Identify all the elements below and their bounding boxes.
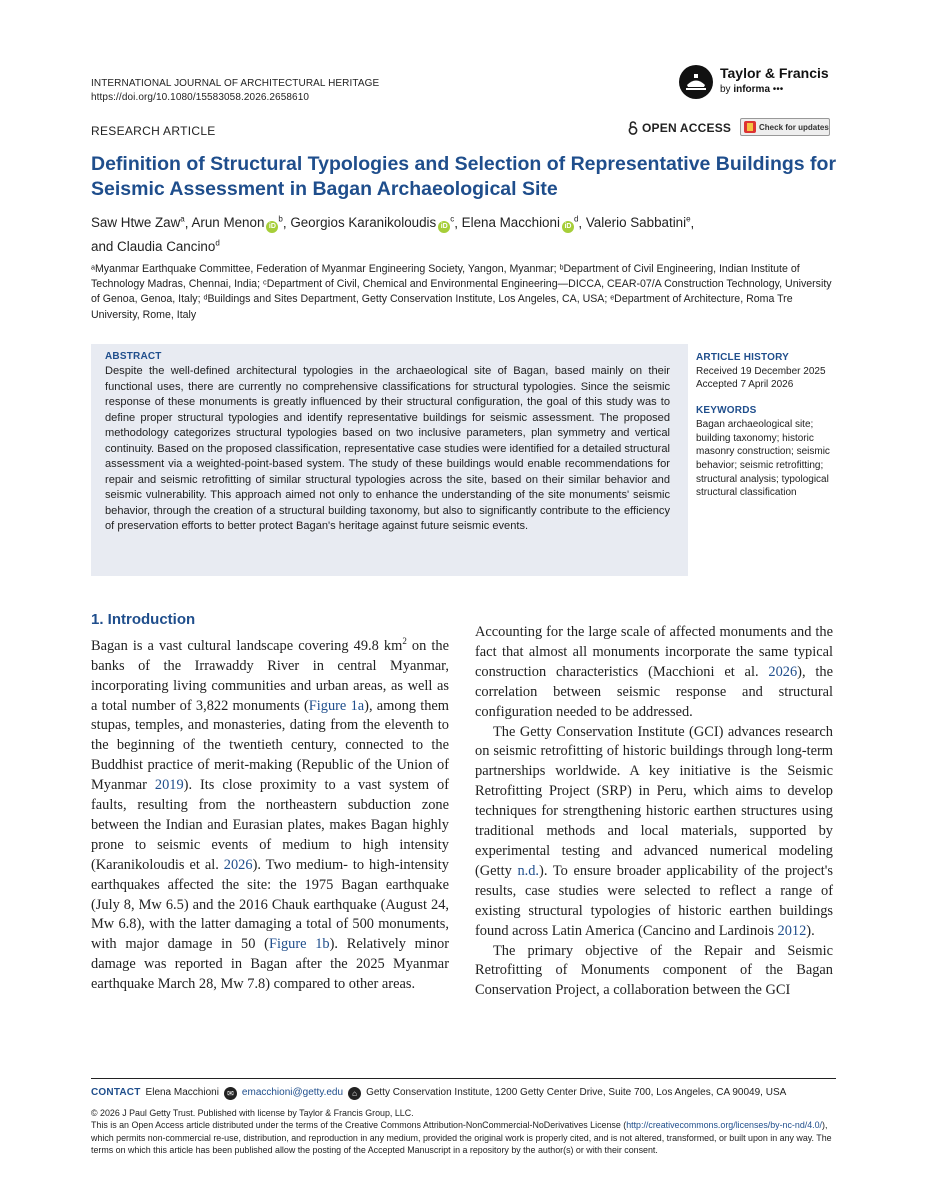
open-access-badge <box>628 121 731 135</box>
section-heading: 1. Introduction <box>91 611 196 628</box>
author[interactable]: Georgios Karanikoloudis $iD^c$ <box>290 215 454 230</box>
keywords-heading: KEYWORDS <box>696 405 757 417</box>
open-access-label: OPEN ACCESS <box>642 121 732 135</box>
figure-link[interactable]: Figure 1a <box>308 697 365 714</box>
publisher-name: Taylor & Francis <box>720 65 829 81</box>
body-column-left <box>91 632 449 995</box>
license-link[interactable]: http://creativecommons.org/licenses/by-nc-nd/4.0/ <box>626 1120 823 1131</box>
license-text: This is an Open Access article distributed under the terms of the Creative Commons Attribution-NonCommercial-NoDerivatives License (http://creativecommons.org/licenses/by-nc-nd/4.0/), which permits non-commercial re-use, distribution, and reproduction in any medium, provided the original work is properly cited, and is not altered, transformed, or built upon in any way. The terms on which this article has been published allow the posting of the Accepted Manuscript in a repository by the author(s) or with their consent. <box>91 1120 832 1156</box>
affiliations: ᵃMyanmar Earthquake Committee, Federation of Myanmar Engineering Society, Yangon, Myanmar; ᵇDepartment of Civil Engineering, Indian Institute of Technology Madras, Chennai, India; ᶜDepartment of Civil, Chemical and Environmental Engineering—DICCA, CEAR-07/A Construction Technology, University of Genoa, Genoa, Italy; ᵈBuildings and Sites Department, Getty Conservation Institute, Los Angeles, CA, USA; ᵉDepartment of Architecture, Roma Tre University, Rome, Italy <box>91 263 832 321</box>
contact-address: Getty Conservation Institute, 1200 Getty Center Drive, Suite 700, Los Angeles, CA 90049, USA <box>366 1087 787 1098</box>
open-lock-icon <box>628 121 638 135</box>
author[interactable]: and Claudia Cancino$^d$ <box>91 238 220 254</box>
abstract-text: Despite the well-defined architectural typologies in the archaeological site of Bagan, based mainly on their functional uses, there are currently no comprehensive classifications for structural typologies. Since the seismic response of these monuments is greatly influenced by their structural configuration, the goal of this study was to define proper structural typologies and identify representative buildings for seismic assessment. The proposed methodology categorizes structural typologies based on two inclusive parameters, plan symmetry and vertical continuity. Based on the proposed classification, representative case studies were identified for a detailed structural assessment via a weighted-point-based system. The study of these buildings would enable recommendations for repair and seismic retrofitting of similar structural typologies across the site, based on their similar behavior and seismic vulnerability. This approach aimed not only to enhance the understanding of the site monuments' seismic behavior, through the creation of a structural building taxonomy, but also to significantly contribute to the efficiency of preservation efforts to better protect Bagan's heritage against future seismic events. <box>105 365 670 532</box>
email-icon: ✉ <box>224 1087 237 1100</box>
author[interactable]: Saw Htwe Zaw$^a$ <box>91 215 185 231</box>
check-for-updates-label: Check for updates <box>759 122 829 132</box>
article-title: Definition of Structural Typologies and Selection of Representative Buildings for Seismic Assessment in Bagan Archaeological Site <box>91 153 837 200</box>
paragraph: The primary objective of the Repair and Seismic Retrofitting of Monuments component of the Bagan Conservation Project, a collaboration between the GCI <box>475 942 833 999</box>
footer-divider <box>91 1078 836 1079</box>
author[interactable]: Elena Macchioni $iD^d$ <box>462 215 579 230</box>
paragraph: Bagan is a vast cultural landscape covering 49.8 $km^2$ on the banks of the Irrawaddy River in central Myanmar, incorporating living communities and urban areas, as well as a total number of 3,822 monuments (Figure 1a), among them stupas, temples, and monasteries, dating from the eleventh to the beginning of the twentieth century, connected to the Buddhist practice of merit-making (Republic of the Union of Myanmar 2019). Its close proximity to a vast system of faults, resulting from the northeastern subduction zone between the Indian and Eurasian plates, makes Bagan highly prone to seismic events of medium to high intensity (Karanikoloudis et al. 2026). Two medium- to high-intensity earthquakes affected the site: the 1975 Bagan earthquake (July 8, Mw 6.5) and the 2016 Chauk earthquake (August 24, Mw 6.8), with the latter damaging a total of 500 monuments, with major damage in 50 (Figure 1b). Relatively minor damage was reported in Bagan after the 2025 Myanmar earthquake March 28, Mw 7.8) compared to other areas. <box>91 636 450 993</box>
citation-link[interactable]: n.d. <box>517 862 540 879</box>
publisher-subline: by informa ••• <box>720 84 784 95</box>
publisher-logo[interactable] <box>676 62 836 106</box>
article-history-heading: ARTICLE HISTORY <box>696 352 790 363</box>
copyright-line: © 2026 J Paul Getty Trust. Published with license by Taylor & Francis Group, LLC. <box>91 1108 414 1118</box>
license-block <box>91 1107 836 1157</box>
author[interactable]: Valerio Sabbatini$^e$ <box>585 215 691 231</box>
address-icon: ⌂ <box>348 1087 361 1100</box>
publisher-lamp-icon <box>678 64 714 100</box>
paragraph: The Getty Conservation Institute (GCI) advances research on seismic retrofitting of historic buildings through long-term partnerships worldwide. A key initiative is the Seismic Retrofitting Project (SRP) in Peru, which aims to develop techniques for strengthening historic earthen structures using traditional methods and local materials, supported by experimental testing and advanced numerical modeling (Getty n.d.). To ensure broader applicability of the project's results, case studies were selected to reflect a range of existing structural typologies of historic earthen buildings found across Latin America (Cancino and Lardinois 2012). <box>475 723 833 939</box>
author[interactable]: Arun Menon $iD^b$ <box>191 215 282 230</box>
body-column-right <box>475 623 833 1001</box>
contact-line <box>91 1086 851 1100</box>
citation-link[interactable]: 2026 <box>223 856 253 873</box>
citation-link[interactable]: 2026 <box>768 663 798 680</box>
keywords-text: Bagan archaeological site; building taxonomy; historic masonry construction; seismic behavior; seismic retrofitting; structural analysis; typological structural classification <box>696 418 830 499</box>
contact-heading: CONTACT <box>91 1087 141 1098</box>
accepted-date: Accepted 7 April 2026 <box>696 379 794 391</box>
figure-link[interactable]: Figure 1b <box>268 936 330 953</box>
check-for-updates-button[interactable] <box>740 118 830 136</box>
orcid-icon[interactable]: iD <box>562 221 574 233</box>
journal-header <box>91 77 379 105</box>
received-date: Received 19 December 2025 <box>696 365 826 377</box>
abstract-heading: ABSTRACT <box>105 351 162 362</box>
contact-name: Elena Macchioni <box>145 1087 219 1098</box>
author-list: Saw Htwe Zaw$^a$, Arun Menon $iD^b$, Georgios Karanikoloudis $iD^c$, Elena Macchioni $iD^d$, Valerio Sabbatini$^e$, and Claudia Cancino$^d$ <box>91 215 695 254</box>
citation-link[interactable]: 2019 <box>154 777 184 794</box>
article-sidebar <box>696 351 836 500</box>
doi-link[interactable]: https://doi.org/10.1080/15583058.2026.2658610 <box>91 92 310 103</box>
citation-link[interactable]: 2012 <box>777 922 807 939</box>
article-type: RESEARCH ARTICLE <box>91 124 216 138</box>
paragraph: Accounting for the large scale of affected monuments and the fact that almost all monuments incorporate the same typical construction characteristics (Macchioni et al. 2026), the correlation between seismic response and structural configuration needed to be addressed. <box>475 624 833 720</box>
crossmark-icon <box>744 121 756 133</box>
contact-email-link[interactable]: emacchioni@getty.edu <box>241 1087 344 1098</box>
orcid-icon[interactable]: iD <box>266 221 278 233</box>
journal-name: INTERNATIONAL JOURNAL OF ARCHITECTURAL HERITAGE <box>91 78 380 89</box>
orcid-icon[interactable]: iD <box>438 221 450 233</box>
